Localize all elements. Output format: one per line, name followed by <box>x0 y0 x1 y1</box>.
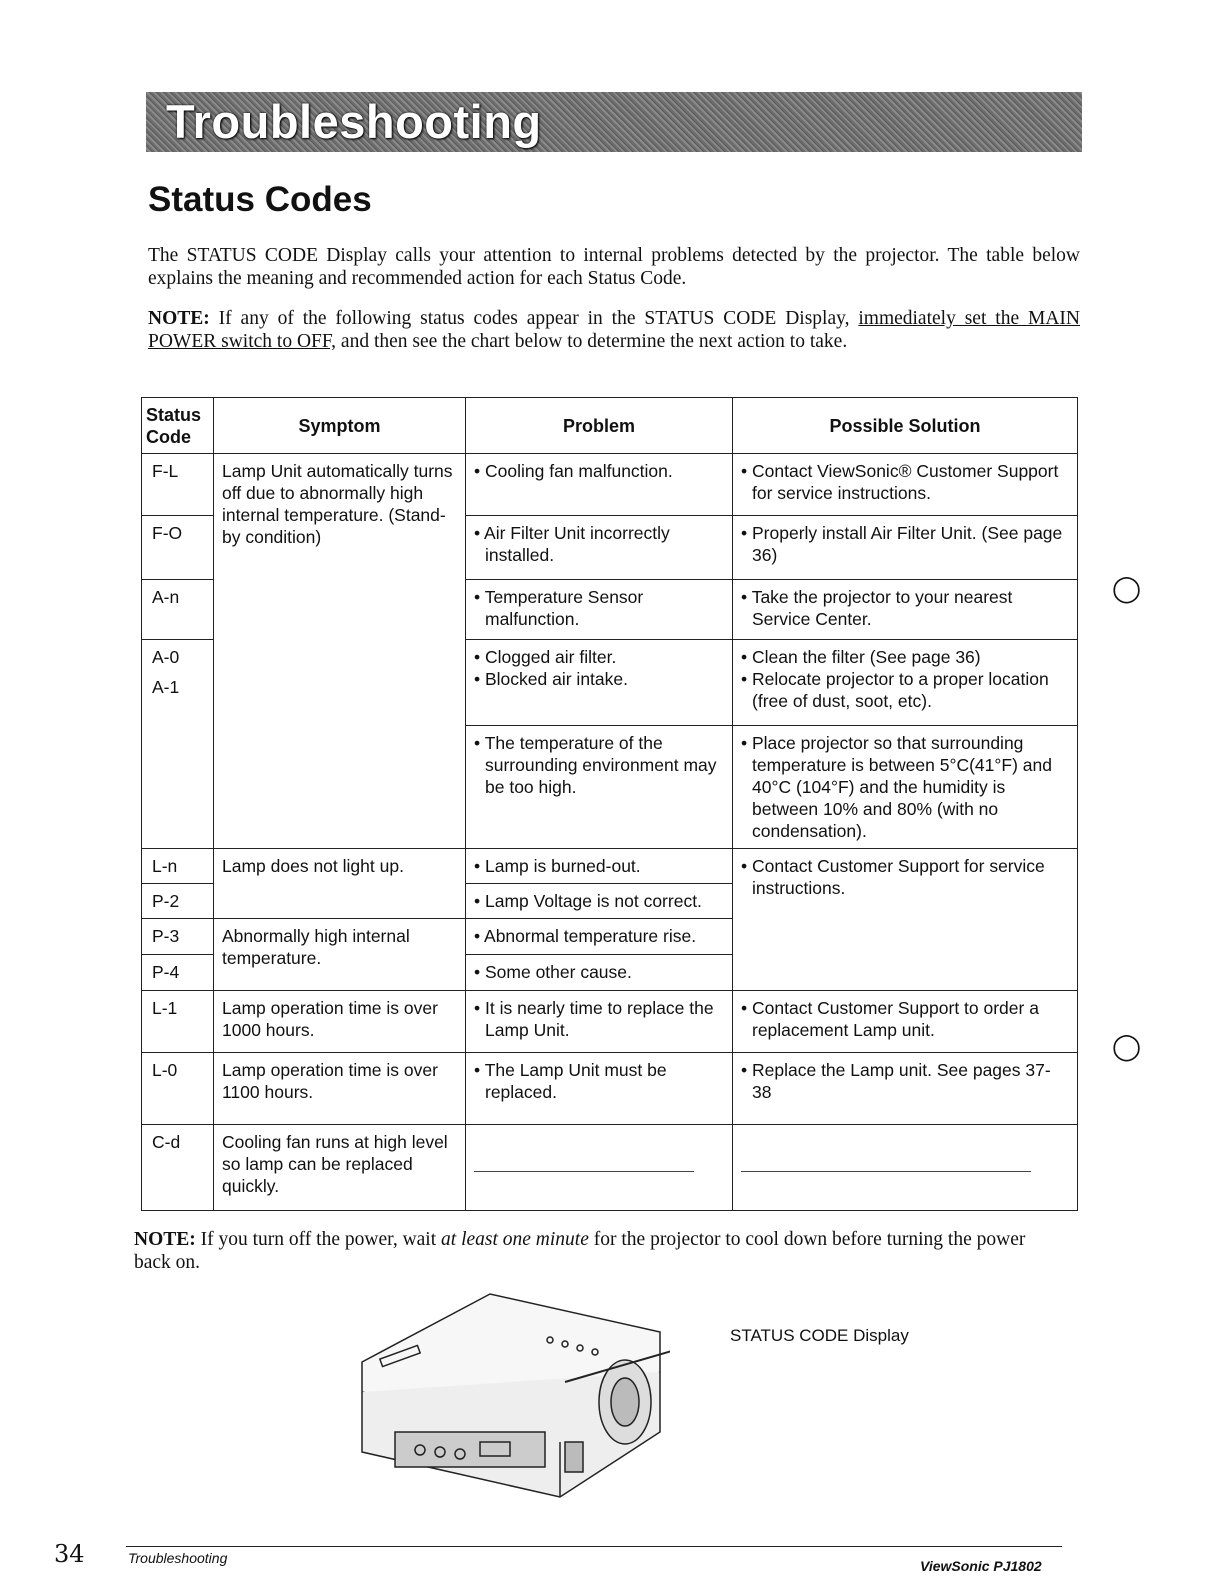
problem-cell <box>466 919 733 955</box>
problem-cell <box>466 726 733 849</box>
problem-cell <box>466 1125 733 1211</box>
solution-cell <box>733 849 1078 991</box>
note-warning: immediately set the MAIN POWER switch to OFF, <box>148 308 1080 352</box>
table-row <box>142 1125 1078 1211</box>
symptom-cell: Lamp does not light up. <box>214 849 466 919</box>
note-label: NOTE: <box>134 1229 196 1250</box>
status-code: P-2 <box>142 884 214 919</box>
blank-line <box>741 1171 1031 1172</box>
problem-cell <box>466 516 733 580</box>
solution-cell <box>733 1125 1078 1211</box>
problem-item: • Lamp Voltage is not correct. <box>474 890 724 912</box>
problem-cell <box>466 849 733 884</box>
status-code: A-0 <box>152 647 180 667</box>
status-code: F-L <box>142 454 214 516</box>
symptom-cell: Cooling fan runs at high level so lamp can be replaced quickly. <box>214 1125 466 1211</box>
table-row <box>142 849 1078 884</box>
status-code: L-n <box>142 849 214 884</box>
banner-title: Troubleshooting <box>166 95 542 148</box>
page-title: Status Codes <box>148 180 372 219</box>
header-status-code: Status Code <box>142 398 214 454</box>
table-row <box>142 454 1078 516</box>
symptom-cell: Lamp operation time is over 1000 hours. <box>214 991 466 1053</box>
solution-cell <box>733 580 1078 640</box>
binder-hole-mark: ◯ <box>1112 574 1142 603</box>
figure-label: STATUS CODE Display <box>730 1326 909 1345</box>
problem-item: • Some other cause. <box>474 961 724 983</box>
status-code: P-4 <box>142 955 214 991</box>
status-code: P-3 <box>142 919 214 955</box>
problem-item: • Lamp is burned-out. <box>474 855 724 877</box>
note-cooldown <box>134 1228 1034 1274</box>
problem-cell <box>466 884 733 919</box>
problem-cell <box>466 580 733 640</box>
problem-item: • Cooling fan malfunction. <box>474 460 724 482</box>
problem-item: • It is nearly time to replace the Lamp Unit. <box>474 997 724 1041</box>
note-text-end: and then see the chart below to determine the next action to take. <box>336 331 848 352</box>
header-symptom: Symptom <box>214 398 466 454</box>
problem-item: • Temperature Sensor malfunction. <box>474 586 724 630</box>
note-paragraph <box>148 307 1080 353</box>
solution-cell <box>733 640 1078 726</box>
problem-cell <box>466 1053 733 1125</box>
problem-item: • The temperature of the surrounding environment may be too high. <box>474 732 724 798</box>
symptom-cell: Lamp operation time is over 1100 hours. <box>214 1053 466 1125</box>
note-text-end: for the projector to cool down before turning the power back on. <box>134 1229 1026 1273</box>
footer-rule <box>126 1546 1062 1547</box>
symptom-cell: Lamp Unit automatically turns off due to abnormally high internal temperature. (Stand-by condition) <box>214 454 466 849</box>
problem-item: • Air Filter Unit incorrectly installed. <box>474 522 724 566</box>
solution-cell <box>733 991 1078 1053</box>
page-number: 34 <box>54 1540 85 1568</box>
note-text: If you turn off the power, wait <box>195 1229 442 1250</box>
binder-hole-mark: ◯ <box>1112 1032 1142 1061</box>
solution-item: • Contact Customer Support to order a replacement Lamp unit. <box>741 997 1069 1041</box>
problem-cell <box>466 640 733 726</box>
status-code-table <box>141 397 1078 1211</box>
note-text: If any of the following status codes appear in the STATUS CODE Display, <box>209 308 859 329</box>
solution-cell <box>733 516 1078 580</box>
solution-item: • Clean the filter (See page 36) <box>741 646 1069 668</box>
header-solution: Possible Solution <box>733 398 1078 454</box>
footer-product: ViewSonic PJ1802 <box>920 1558 1042 1574</box>
section-banner <box>146 92 1082 152</box>
solution-item: • Properly install Air Filter Unit. (See page 36) <box>741 522 1069 566</box>
solution-cell <box>733 1053 1078 1125</box>
status-code: F-O <box>142 516 214 580</box>
status-code: A-n <box>142 580 214 640</box>
problem-cell <box>466 991 733 1053</box>
footer-section: Troubleshooting <box>128 1550 228 1566</box>
solution-item: • Relocate projector to a proper location (free of dust, soot, etc). <box>741 668 1069 712</box>
solution-item: • Place projector so that surrounding temperature is between 5°C(41°F) and 40°C (104°F) and the humidity is between 10% and 80% (with no condensation). <box>741 732 1069 842</box>
table-row <box>142 991 1078 1053</box>
table-header-row <box>142 398 1078 454</box>
note-emphasis: at least one minute <box>441 1229 589 1250</box>
problem-item: • Blocked air intake. <box>474 668 724 690</box>
note-label: NOTE: <box>148 308 210 329</box>
problem-cell <box>466 955 733 991</box>
solution-cell <box>733 726 1078 849</box>
solution-item: • Take the projector to your nearest Service Center. <box>741 586 1069 630</box>
projector-illustration <box>360 1292 670 1512</box>
solution-item: • Contact ViewSonic® Customer Support for service instructions. <box>741 460 1069 504</box>
table-row <box>142 1053 1078 1125</box>
solution-item: • Contact Customer Support for service instructions. <box>741 855 1069 899</box>
solution-cell <box>733 454 1078 516</box>
status-code: A-1 <box>152 677 180 697</box>
header-problem: Problem <box>466 398 733 454</box>
blank-line <box>474 1171 694 1172</box>
symptom-cell: Abnormally high internal temperature. <box>214 919 466 991</box>
problem-item: • Clogged air filter. <box>474 646 724 668</box>
problem-cell <box>466 454 733 516</box>
intro-paragraph: The STATUS CODE Display calls your attention to internal problems detected by the projector. The table below explains the meaning and recommended action for each Status Code. <box>148 245 1080 289</box>
solution-item: • Replace the Lamp unit. See pages 37-38 <box>741 1059 1069 1103</box>
status-code: L-1 <box>142 991 214 1053</box>
problem-item: • The Lamp Unit must be replaced. <box>474 1059 724 1103</box>
problem-item: • Abnormal temperature rise. <box>474 925 724 947</box>
status-code: C-d <box>142 1125 214 1211</box>
status-code: L-0 <box>142 1053 214 1125</box>
status-code-group <box>142 640 214 849</box>
